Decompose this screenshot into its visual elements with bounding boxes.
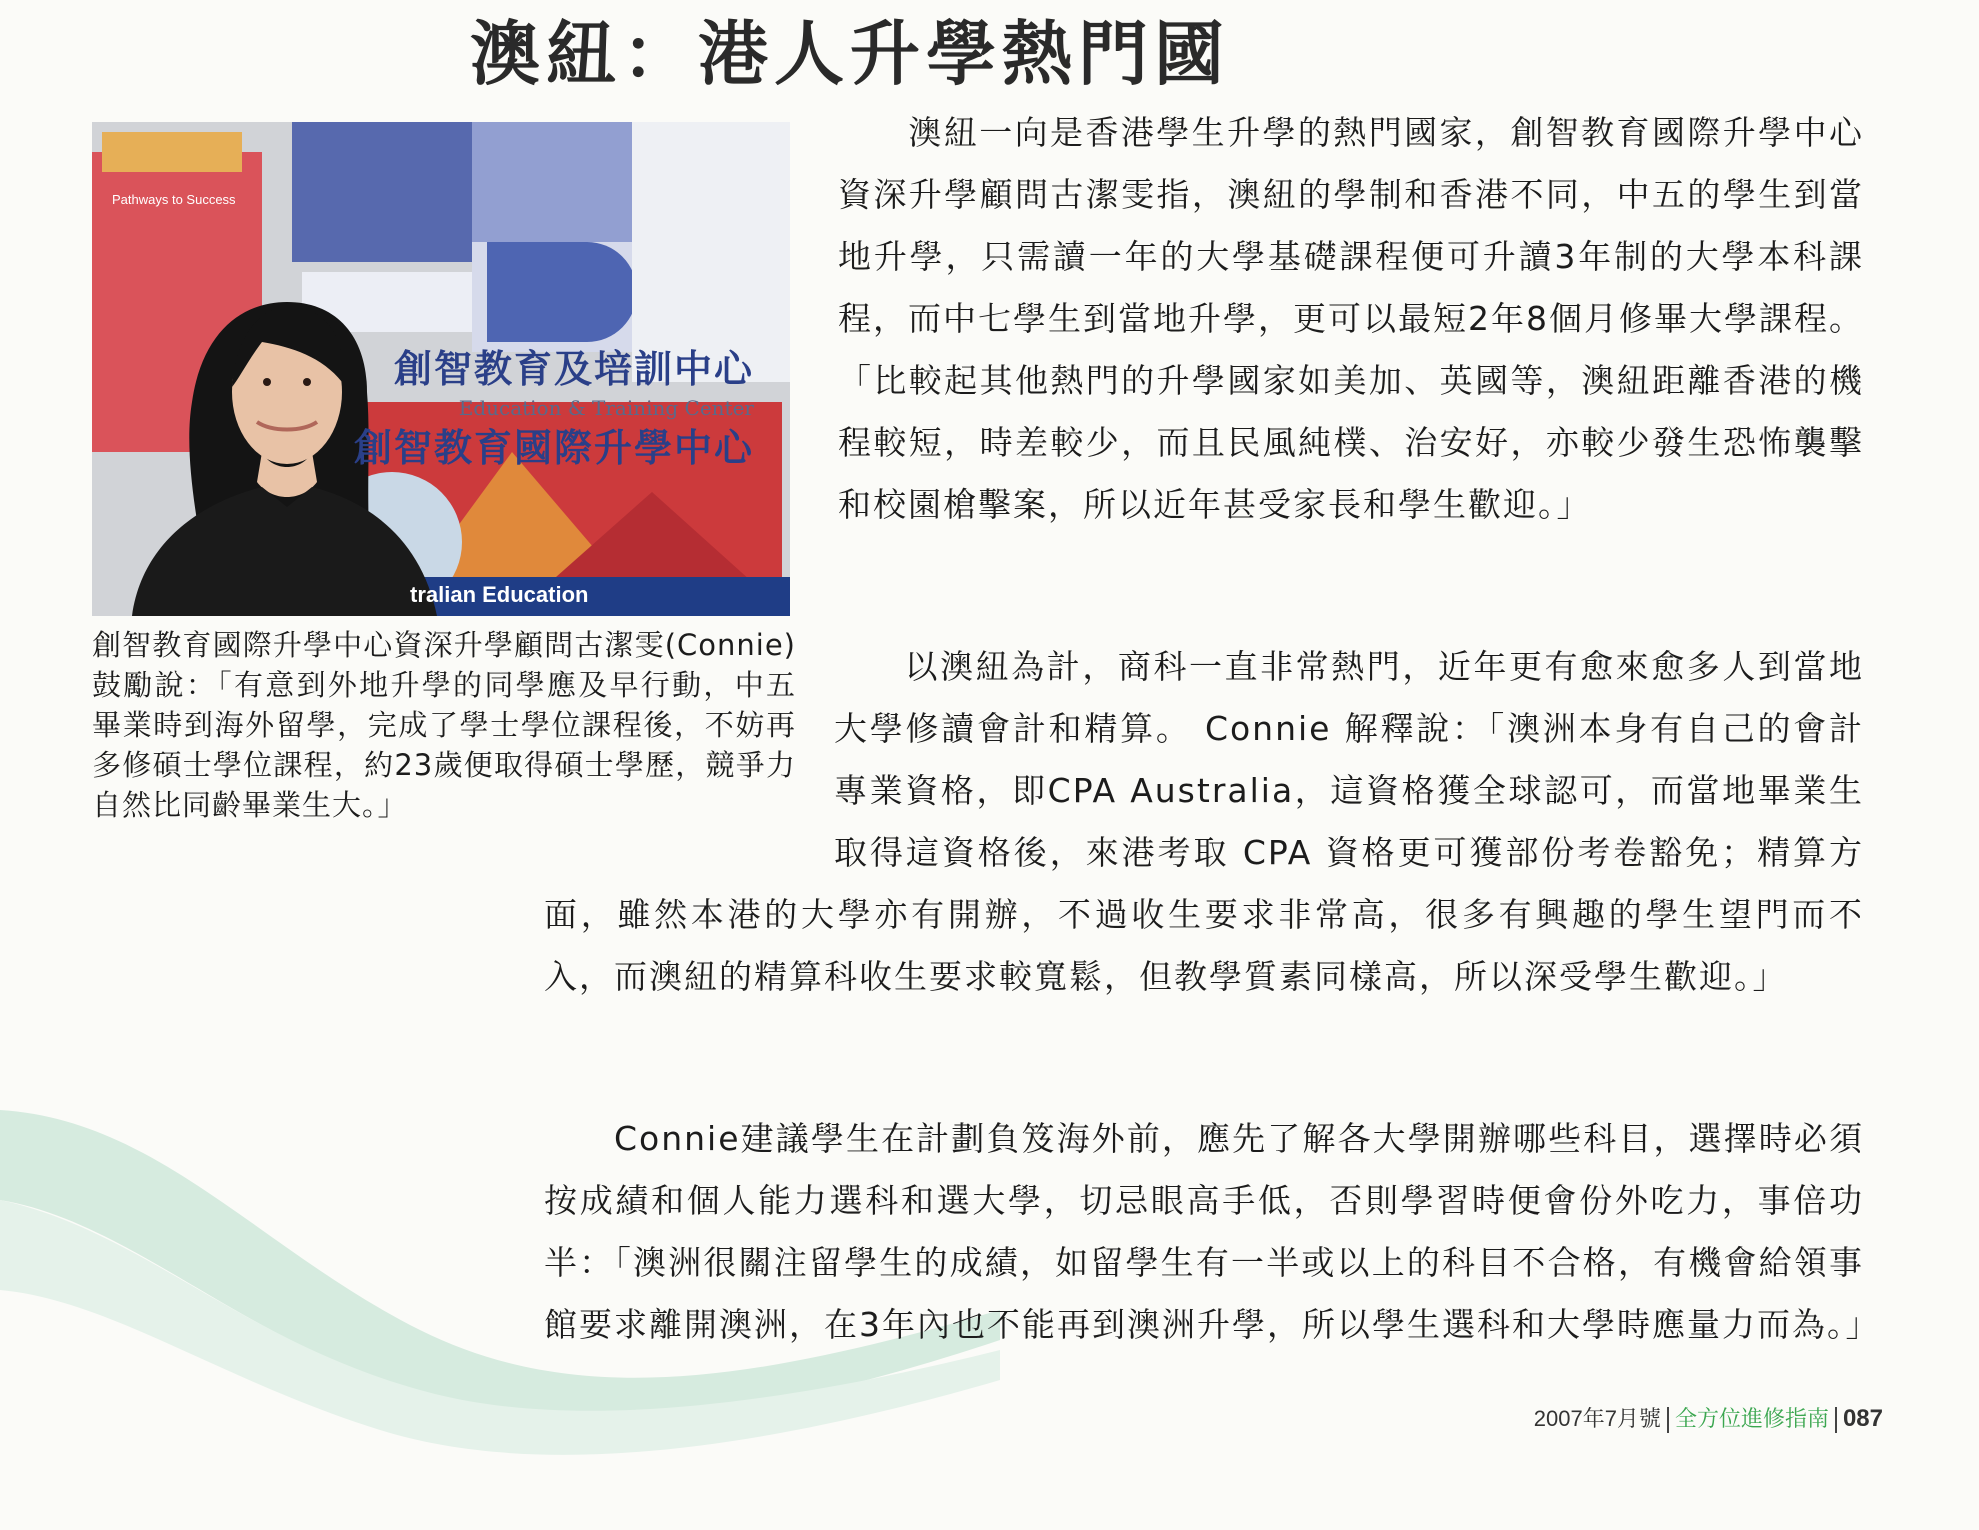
banner-text: tralian Education <box>410 582 589 607</box>
footer-divider <box>1667 1407 1669 1433</box>
article-paragraph <box>544 1108 1881 1356</box>
paragraph-text: 澳紐一向是香港學生升學的熱門國家，創智教育國際升學中心資深升學顧問古潔雯指，澳紐的學制和香港不同，中五的學生到當地升學，只需讀一年的大學基礎課程便可升讀3年制的大學本科課程，而中七學生到當地升學，更可以最短2年8個月修畢大學課程。「比較起其他熱門的升學國家如美加、英國等，澳紐距離香港的機程較短，時差較少，而且民風純樸、治安好，亦較少發生恐怖襲擊和校園槍擊案，所以近年甚受家長和學生歡迎。」 <box>838 113 1864 524</box>
article-paragraph <box>544 636 1864 1008</box>
page-number: 087 <box>1842 1405 1883 1432</box>
sign-line-english: Education & Training Center <box>458 396 754 420</box>
photo-caption: 創智教育國際升學中心資深升學顧問古潔雯(Connie)鼓勵說：「有意到外地升學的同學應及早行動，中五畢業時到海外留學，完成了學士學位課程後，不妨再多修碩士學位課程，約23歲便取得碩士學歷，競爭力自然比同齡畢業生大。」 <box>92 628 796 822</box>
article-title: 澳紐：港人升學熱門國 <box>470 12 1230 95</box>
sign-line-1: 創智教育及培訓中心 <box>393 346 754 391</box>
issue-date: 2007年7月號 <box>1533 1406 1661 1431</box>
center-sign <box>354 344 754 474</box>
page-footer <box>1534 1402 1883 1433</box>
poster-label: Pathways to Success <box>112 192 236 207</box>
sign-line-2: 創智教育國際升學中心 <box>353 425 754 470</box>
consultant-photo <box>92 122 790 616</box>
publication-name: 全方位進修指南 <box>1674 1406 1829 1431</box>
footer-divider <box>1835 1407 1837 1433</box>
paragraph-text: Connie建議學生在計劃負笈海外前，應先了解各大學開辦哪些科目，選擇時必須按成績和個人能力選科和選大學，切忌眼高手低，否則學習時便會份外吃力，事倍功半：「澳洲很關注留學生的成績，如留學生有一半或以上的科目不合格，有機會給領事館要求離開澳洲，在3年內也不能再到澳洲升學，所以學生選科和大學時應量力而為。」 <box>544 1119 1881 1344</box>
paragraph-text: 以澳紐為計，商科一直非常熱門，近年更有愈來愈多人到當地大學修讀會計和精算。 Connie 解釋說：「澳洲本身有自己的會計專業資格，即CPA Australia，這資格獲全球認可，而當地畢業生取得這資格後，來港考取 CPA 資格更可獲部份考卷豁免；精算方面，雖然本港的大學亦有開辦，不過收生要求非常高，很多有興趣的學生望門而不入，而澳紐的精算科收生要求較寬鬆，但教學質素同樣高，所以深受學生歡迎。」 <box>544 647 1864 996</box>
article-paragraph <box>838 102 1864 536</box>
